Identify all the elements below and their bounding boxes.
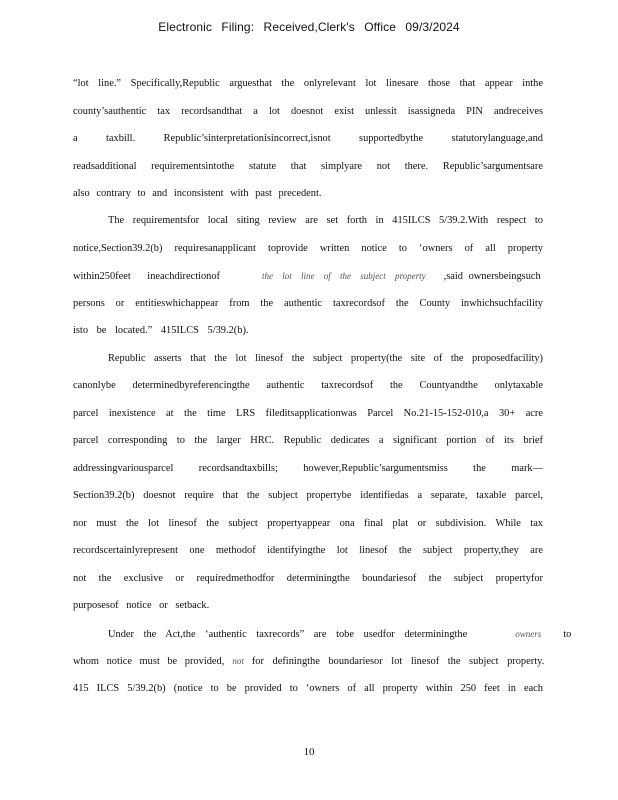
text-line: purposesof notice or setback. (73, 600, 210, 611)
text-line: Section39.2(b) doesnot require that the subject propertybe identifiedas a separate, taxable parcel, (73, 490, 543, 501)
text-line: isto be located.” 415ILCS 5/39.2(b). (73, 325, 249, 336)
text-line-composite (108, 626, 572, 642)
text-line: nor must the lot linesof the subject propertyappear ona final plat or subdivision. While tax (73, 518, 543, 529)
text-segment: whom notice must be provided, (73, 656, 225, 667)
text-line: notice,Section39.2(b) requiresanapplicant toprovide written notice to ‘owners of all property (73, 243, 543, 254)
text-line: county’sauthentic tax recordsandthat a lot doesnot exist unlessit isassigneda PIN andreceives (73, 106, 543, 117)
text-line: addressingvariousparcel recordsandtaxbills; however,Republic’sargumentsmiss the mark— (73, 463, 543, 474)
text-line: Republic asserts that the lot linesof the subject property(the site of the proposedfacility) (108, 353, 543, 364)
italic-text: the lot line of the subject property (262, 271, 426, 281)
text-line: also contrary to and inconsistent with past precedent. (73, 188, 322, 199)
text-line: “lot line.” Specifically,Republic arguesthat the onlyrelevant lot linesare those that appear inthe (73, 78, 543, 89)
text-line-composite (73, 268, 543, 284)
text-line: persons or entitieswhichappear from the authentic taxrecordsof the County inwhichsuchfacility (73, 298, 543, 309)
text-line: a taxbill. Republic’sinterpretationisincorrect,isnot supportedbythe statutorylanguage,and (73, 133, 543, 144)
text-line-composite (73, 653, 543, 669)
text-line: canonlybe determinedbyreferencingthe authentic taxrecordsof the Countyandthe onlytaxable (73, 380, 543, 391)
page-number: 10 (303, 746, 315, 758)
italic-text: not (232, 656, 244, 666)
text-segment: to (563, 629, 572, 640)
text-line: readsadditional requirementsintothe statute that simplyare not there. Republic’sargumentsare (73, 161, 543, 172)
text-segment: ,said ownersbeingsuch (443, 271, 541, 282)
text-line: parcel corresponding to the larger HRC. Republic dedicates a significant portion of its brief (73, 435, 543, 446)
text-line: not the exclusive or requiredmethodfor determiningthe boundariesof the subject propertyfor (73, 573, 543, 584)
italic-text: owners (515, 629, 542, 639)
text-segment: within250feet ineachdirectionof (73, 271, 221, 282)
text-segment: for definingthe boundariesor lot linesof the subject property. (251, 656, 545, 667)
text-line: recordscertainlyrepresent one methodof identifyingthe lot linesof the subject property,they are (73, 545, 543, 556)
filing-stamp-header: Electronic Filing: Received,Clerk's Office 09/3/2024 (158, 20, 460, 34)
text-line: The requirementsfor local siting review are set forth in 415ILCS 5/39.2.With respect to (108, 215, 543, 226)
text-line: 415 ILCS 5/39.2(b) (notice to be provided to ‘owners of all property within 250 feet in each (73, 683, 543, 694)
text-line: parcel inexistence at the time LRS fileditsapplicationwas Parcel No.21-15-152-010,a 30+ acre (73, 408, 543, 419)
text-segment: Under the Act,the ‘authentic taxrecords” are tobe usedfor determiningthe (108, 629, 468, 640)
